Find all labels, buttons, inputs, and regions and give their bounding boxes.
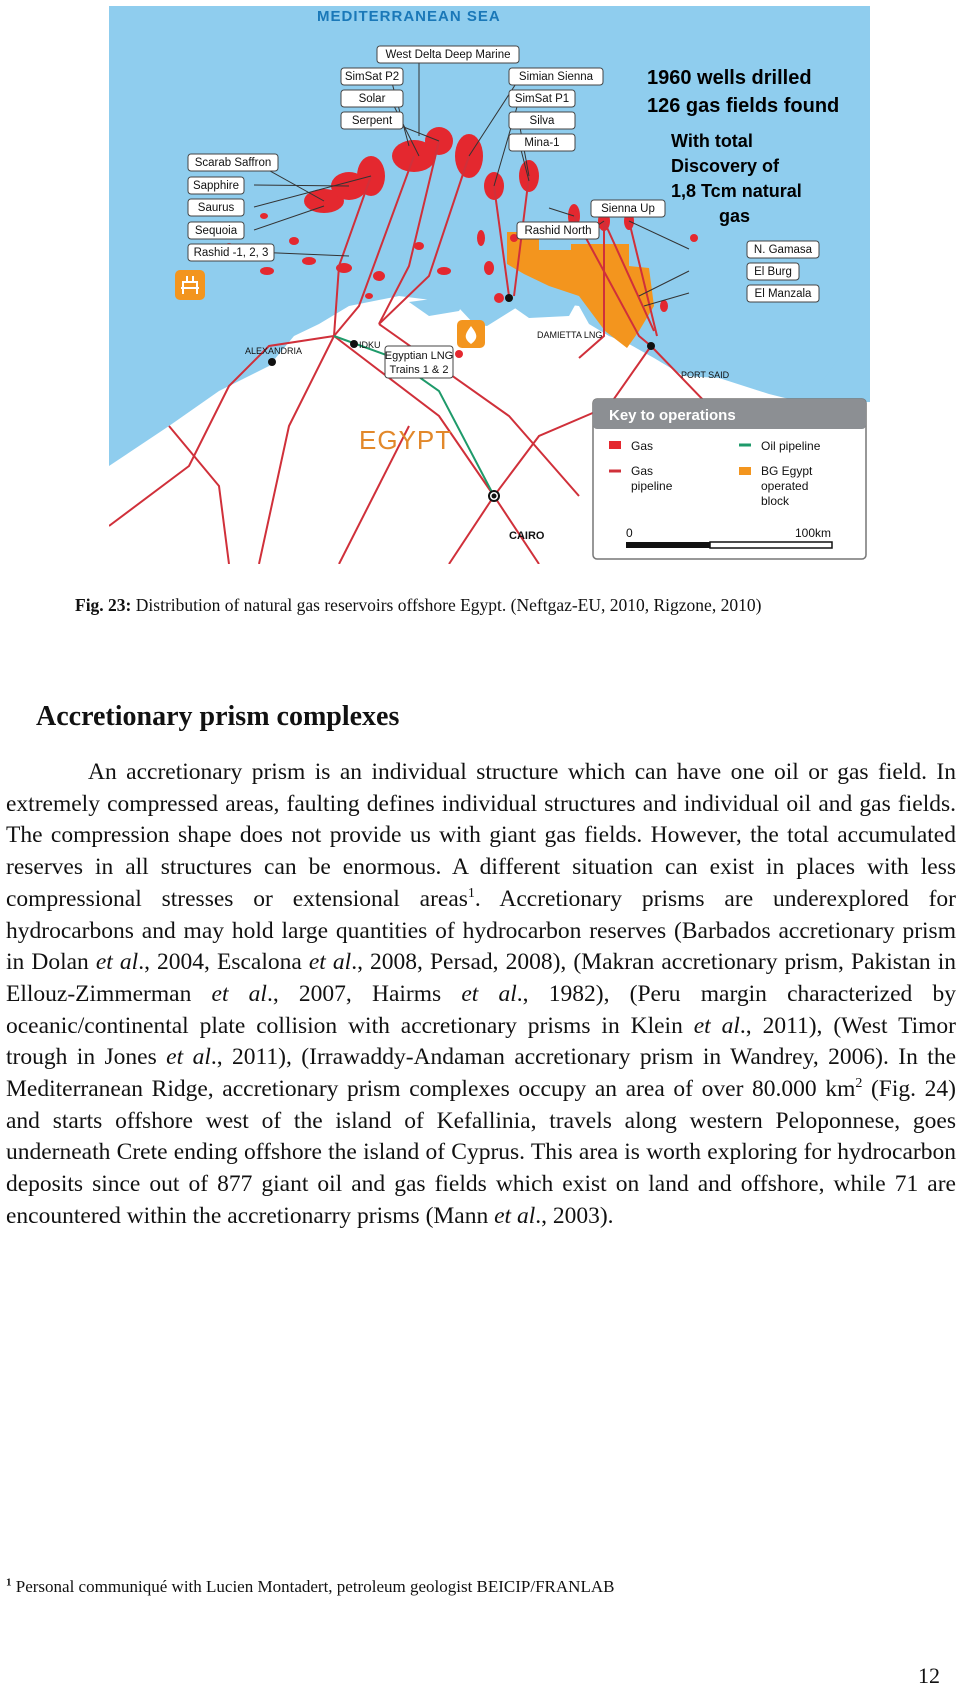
- svg-text:Simian Sienna: Simian Sienna: [518, 71, 594, 83]
- label-simsat-p2: [341, 68, 403, 85]
- legend-bg-block-2: operated: [761, 479, 809, 493]
- figure-caption: [75, 594, 895, 616]
- scale-bar-right: [710, 542, 832, 548]
- summary-line-2: 126 gas fields found: [647, 95, 840, 117]
- label-sapphire: [188, 177, 244, 194]
- caption-text: Distribution of natural gas reservoirs offshore Egypt. (Neftgaz-EU, 2010, Rigzone, 2010): [131, 595, 762, 615]
- legend-gas-pipeline-2: pipeline: [631, 479, 673, 493]
- idku-label: IDKU: [359, 340, 381, 350]
- label-serpent: [341, 112, 403, 129]
- label-solar: [341, 90, 403, 107]
- scale-bar-left: [626, 542, 710, 548]
- platform-icon: [175, 270, 205, 300]
- svg-text:Sienna Up: Sienna Up: [601, 203, 655, 215]
- section-heading: Accretionary prism complexes: [36, 701, 400, 732]
- svg-text:Rashid -1, 2, 3: Rashid -1, 2, 3: [193, 247, 269, 259]
- discovery-line-1: With total: [671, 131, 753, 151]
- footnote-ref: 1: [467, 885, 475, 901]
- svg-text:Silva: Silva: [529, 115, 555, 127]
- svg-text:Solar: Solar: [358, 93, 386, 105]
- alexandria-label: ALEXANDRIA: [245, 346, 303, 356]
- svg-text:Rashid North: Rashid North: [524, 225, 592, 237]
- discovery-line-4: gas: [719, 206, 751, 226]
- svg-text:N. Gamasa: N. Gamasa: [753, 244, 813, 256]
- caption-label: Fig. 23:: [75, 595, 132, 615]
- summary-line-1: 1960 wells drilled: [647, 67, 812, 89]
- svg-text:SimSat P1: SimSat P1: [514, 93, 570, 105]
- lng-flame-icon: [457, 320, 485, 348]
- discovery-line-2: Discovery of: [671, 156, 780, 176]
- legend-bg-block-3: block: [761, 494, 790, 508]
- label-n-gamasa: [747, 241, 819, 258]
- label-rashid-north: [517, 222, 599, 239]
- svg-text:SimSat P2: SimSat P2: [344, 71, 400, 83]
- label-el-burg: [747, 263, 799, 280]
- label-scarab-saffron: [188, 154, 278, 171]
- label-west-delta-deep-marine: [377, 46, 519, 63]
- svg-text:El Manzala: El Manzala: [754, 288, 812, 300]
- svg-text:Saurus: Saurus: [197, 202, 235, 214]
- svg-text:Serpent: Serpent: [351, 115, 393, 127]
- svg-text:Sapphire: Sapphire: [192, 180, 240, 192]
- lng-label: [385, 346, 453, 378]
- svg-text:West Delta Deep Marine: West Delta Deep Marine: [385, 49, 511, 61]
- map-legend: [593, 399, 866, 559]
- label-rashid-1-2-3: [188, 244, 274, 261]
- footnote-marker: 1: [6, 1576, 12, 1589]
- damietta-label: DAMIETTA LNG: [537, 330, 603, 340]
- label-sequoia: [188, 222, 244, 239]
- legend-title: Key to operations: [609, 407, 736, 424]
- section-body: [6, 757, 956, 1233]
- label-silva: [509, 112, 575, 129]
- label-simsat-p1: [509, 90, 575, 107]
- gas-map: [109, 6, 870, 564]
- label-sienna-up: [591, 200, 665, 217]
- legend-bg-block-1: BG Egypt: [761, 464, 813, 478]
- footnote-text: Personal communiqué with Lucien Montadert, petroleum geologist BEICIP/FRANLAB: [11, 1577, 615, 1596]
- page-number: 12: [918, 1663, 940, 1688]
- svg-text:Scarab Saffron: Scarab Saffron: [194, 157, 272, 169]
- scale-start: 0: [626, 526, 633, 540]
- svg-text:Trains 1 & 2: Trains 1 & 2: [389, 364, 449, 376]
- sea-label: MEDITERRANEAN SEA: [317, 8, 501, 25]
- paragraph: An accretionary prism is an individual structure which can have one oil or gas field. In extremely compressed areas, faulting defines individual structures and individual oil and gas fields. The compression shape does not provide us with giant gas fields. However, the total accumulated reserves in all structures can be enormous. A different situation can exist in places with less compressional stresses or extensional areas$^1$. Accretionary prisms are underexplored for hydrocarbons and may hold large quantities of hydrocarbon reserves (Barbados accretionary prism in Dolan et al., 2004, Escalona et al., 2008, Persad, 2008), (Makran accretionary prism, Pakistan in Ellouz-Zimmerman et al., 2007, Hairms et al., 1982), (Peru margin characterized by oceanic/continental plate collision with accretionary prisms in Klein et al., 2011), (West Timor trough in Jones et al., 2011), (Irrawaddy-Andaman accretionary prism in Wandrey, 2006). In the Mediterranean Ridge, accretionary prism complexes occupy an area of over 80.000 $km^2$ (Fig. 24) and starts offshore west of the island of Kefallinia, travels along western Peloponnese, goes underneath Crete ending offshore the island of Cyprus. This area is worth exploring for hydrocarbon deposits since out of 877 giant oil and gas fields which exist on land and offshore, while 71 are encountered within the accretionarry prisms (Mann et al., 2003).: [6, 759, 957, 1229]
- footnote: [6, 1576, 946, 1598]
- legend-gas: Gas: [631, 439, 654, 453]
- svg-text:Egyptian LNG: Egyptian LNG: [384, 350, 454, 362]
- scale-end: 100km: [795, 526, 832, 540]
- figure-23: [109, 6, 870, 564]
- legend-oil-pipeline: Oil pipeline: [761, 439, 821, 453]
- label-saurus: [188, 199, 244, 216]
- label-el-manzala: [747, 285, 819, 302]
- label-simian-sienna: [509, 68, 603, 85]
- label-mina-1: [509, 134, 575, 151]
- svg-text:Sequoia: Sequoia: [194, 225, 238, 237]
- svg-text:El Burg: El Burg: [754, 266, 792, 278]
- cairo-label: CAIRO: [509, 530, 545, 542]
- port-said-label: PORT SAID: [681, 370, 730, 380]
- country-label: EGYPT: [359, 425, 453, 455]
- svg-text:Mina-1: Mina-1: [524, 137, 560, 149]
- legend-gas-pipeline-1: Gas: [631, 464, 654, 478]
- discovery-line-3: 1,8 Tcm natural: [671, 181, 802, 201]
